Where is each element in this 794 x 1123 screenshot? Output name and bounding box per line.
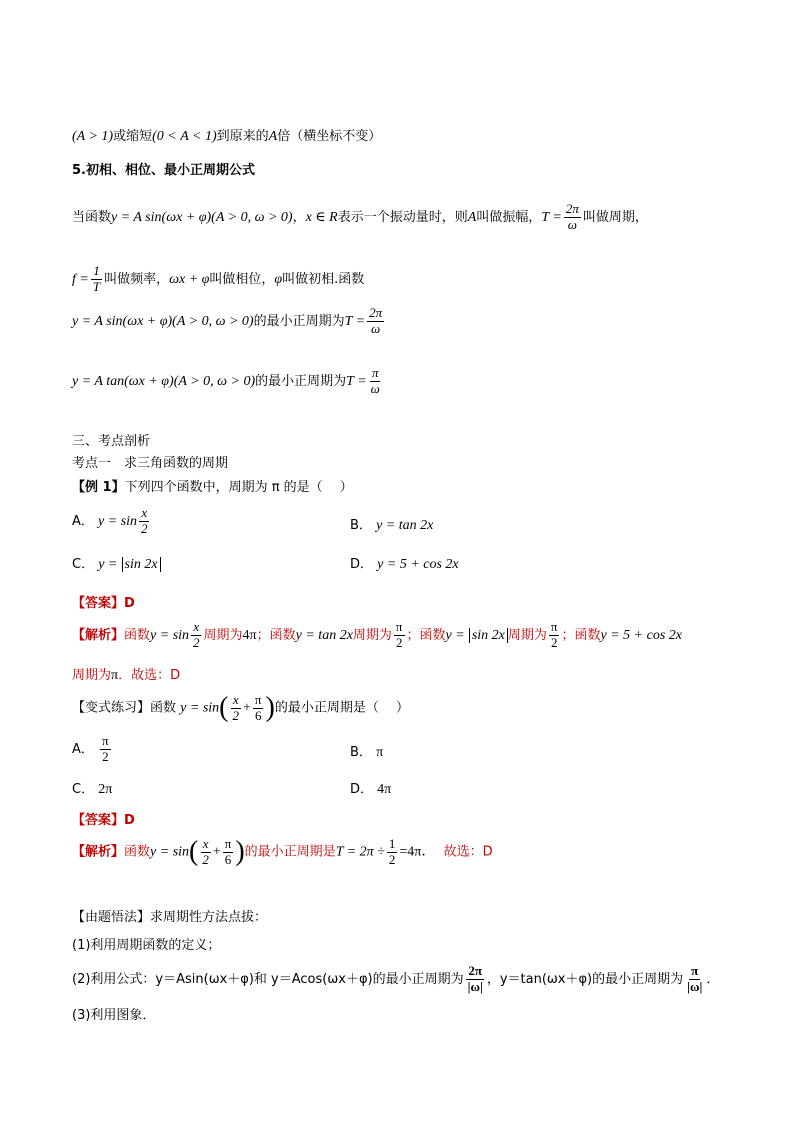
- option-label: D．: [350, 557, 374, 572]
- math: y = sin: [180, 700, 220, 716]
- math-x-in-r: x ∈ R: [305, 209, 338, 225]
- math: y =: [445, 627, 465, 643]
- method-text: 求周期性方法点拔：: [150, 910, 268, 925]
- math-y-tan-2x: y = tan 2x: [376, 518, 434, 533]
- denominator: T: [92, 278, 101, 294]
- option-b: [350, 514, 433, 534]
- text: 叫做相位，: [209, 271, 275, 287]
- fraction: [200, 837, 211, 868]
- analysis-tag: 【解析】: [72, 844, 125, 860]
- question-text: 下列四个函数中，周期为 π 的是（ ）: [124, 480, 353, 495]
- fraction-2pi-over-omega: [564, 202, 581, 233]
- section-3-heading: 三、考点剖析: [72, 434, 151, 449]
- text: 到原来的: [216, 129, 269, 144]
- denominator: 2: [141, 520, 148, 536]
- plus: +: [212, 844, 221, 860]
- math: y = 5 + cos 2x: [600, 627, 682, 643]
- math: =4π．: [399, 844, 436, 860]
- numerator: 2π: [369, 305, 383, 320]
- method-1: (1)利用周期函数的定义；: [72, 938, 221, 953]
- fraction: [100, 734, 111, 765]
- math-a: A: [467, 209, 477, 225]
- fraction-pi-over-abs-omega: [685, 964, 704, 995]
- option-label: C．: [72, 557, 95, 572]
- option-label: A．: [72, 741, 94, 757]
- text: 叫做振幅，: [476, 209, 542, 225]
- math-abs-sin-2x: sin 2x: [122, 557, 161, 572]
- numerator: π: [224, 835, 232, 851]
- example-1-question: [72, 476, 353, 495]
- fraction: [387, 837, 398, 868]
- option-label: C．: [72, 782, 95, 797]
- math-phi: φ: [274, 271, 283, 287]
- text: ，: [292, 209, 306, 225]
- math: y = tan 2x: [295, 627, 353, 643]
- math-t-eq: T =: [344, 313, 366, 329]
- text: 函数: [124, 844, 151, 860]
- variant-option-b: [350, 741, 383, 761]
- text: 叫做初相.函数: [282, 271, 365, 287]
- math-sine-function: y = A sin(ωx + φ)(A > 0, ω > 0): [72, 313, 254, 329]
- math-t-eq: T =: [346, 373, 367, 389]
- fraction: [223, 837, 234, 868]
- paren-close: ): [265, 692, 275, 723]
- text: 的最小正周期为: [255, 373, 347, 389]
- para-frequency-phase: [72, 264, 364, 295]
- denominator: 2: [388, 851, 396, 867]
- answer-value: D: [124, 596, 135, 611]
- option-c: [72, 553, 161, 573]
- option-label: B．: [350, 745, 372, 760]
- text: 周期为: [352, 627, 392, 643]
- fraction: [253, 693, 264, 724]
- option-a: [72, 506, 152, 537]
- fraction-pi-over-omega: [369, 366, 382, 397]
- fraction-2pi-over-omega: [367, 306, 384, 337]
- answer-tag: 【答案】: [72, 813, 125, 828]
- text: ．: [706, 971, 720, 987]
- variant-option-c: [72, 778, 112, 798]
- math-tan-function: y = A tan(ωx + φ)(A > 0, ω > 0): [72, 373, 256, 389]
- math-f-eq: f =: [72, 271, 89, 287]
- math: y = sin: [150, 844, 190, 860]
- math: T = 2π ÷: [335, 844, 385, 860]
- math-y-eq: y =: [98, 557, 118, 572]
- text: ；函数: [256, 627, 296, 643]
- numerator: π: [102, 733, 109, 748]
- numerator: x: [202, 835, 209, 851]
- numerator: π: [691, 963, 699, 978]
- text: ．故选：D: [118, 668, 181, 683]
- math-y-sin: y = sin: [98, 513, 138, 529]
- method-tag: 【由题悟法】: [72, 910, 151, 925]
- text: 倍（横坐标不变）: [277, 129, 382, 144]
- analysis-2: [72, 836, 493, 868]
- denominator: 2: [102, 748, 109, 764]
- numerator: π: [550, 619, 558, 634]
- text: ；函数: [561, 627, 601, 643]
- answer-tag: 【答案】: [72, 596, 125, 611]
- text: (2)利用公式：y＝Asin(ωx＋φ)和 y＝Acos(ωx＋φ)的最小正周期为: [72, 971, 464, 987]
- answer-1: [72, 592, 135, 611]
- text: 故选：D: [443, 844, 493, 860]
- analysis-1: [72, 620, 682, 651]
- text: 函数: [150, 700, 177, 716]
- variant-option-a: [72, 734, 113, 765]
- math: 4π: [377, 782, 392, 797]
- text: 周期为: [203, 627, 243, 643]
- para-tan-period: [72, 366, 384, 397]
- numerator: x: [232, 691, 239, 707]
- text: ；函数: [406, 627, 446, 643]
- numerator: 2π: [468, 963, 483, 978]
- section-5-title: 5.初相、相位、最小正周期公式: [72, 163, 255, 178]
- line-stretch-note: [72, 125, 381, 145]
- math-a-range: (0 < A < 1): [152, 129, 217, 144]
- fraction: [191, 620, 202, 651]
- denominator: |ω|: [687, 978, 703, 994]
- math: π: [111, 668, 119, 683]
- method-2: [72, 964, 719, 995]
- denominator: 2: [395, 634, 403, 650]
- fraction: [549, 620, 560, 651]
- kaodian-1-heading: 考点一 求三角函数的周期: [72, 456, 229, 471]
- math-phase: ωx + φ: [169, 271, 210, 287]
- numerator: 1: [93, 263, 100, 278]
- fraction-1-over-t: [91, 264, 102, 295]
- denominator: 2: [232, 707, 239, 723]
- math: 2π: [98, 782, 113, 797]
- text: 表示一个振动量时，则: [337, 209, 468, 225]
- option-label: D．: [350, 782, 374, 797]
- paren-close: ): [235, 836, 245, 867]
- math-a: A: [268, 129, 278, 144]
- fraction: [394, 620, 405, 651]
- fraction-x-over-2: [139, 506, 150, 537]
- analysis-tag: 【解析】: [72, 627, 125, 643]
- denominator: 2: [202, 851, 209, 867]
- math-t-eq: T =: [541, 209, 562, 225]
- text: ，y＝tan(ωx＋φ)的最小正周期为: [486, 971, 684, 987]
- method-heading: [72, 906, 267, 925]
- math-sine-function: y = A sin(ωx + φ)(A > 0, ω > 0): [111, 209, 293, 225]
- text: 叫做周期，: [582, 209, 648, 225]
- math-a-gt-1: (A > 1): [72, 129, 114, 144]
- text: 当函数: [72, 209, 112, 225]
- fraction: [231, 693, 242, 724]
- denominator: ω: [370, 380, 380, 396]
- denominator: ω: [370, 320, 381, 336]
- numerator: 1: [388, 835, 396, 851]
- denominator: 6: [254, 707, 262, 723]
- numerator: π: [371, 365, 379, 380]
- option-d: [350, 553, 459, 573]
- math-y-5-cos-2x: y = 5 + cos 2x: [377, 557, 459, 572]
- text: 叫做频率，: [104, 271, 170, 287]
- math: 4π: [242, 627, 257, 643]
- para-sin-period: [72, 306, 386, 337]
- text: 函数: [124, 627, 151, 643]
- denominator: 2: [193, 634, 200, 650]
- denominator: ω: [567, 216, 577, 232]
- variant-option-d: [350, 778, 391, 798]
- option-label: A．: [72, 513, 94, 529]
- math: y = sin: [150, 627, 190, 643]
- variant-exercise-question: [72, 692, 409, 724]
- math: π: [376, 745, 384, 760]
- paren-open: (: [189, 836, 199, 867]
- para-amplitude-period: [72, 202, 648, 233]
- option-label: B．: [350, 518, 372, 533]
- analysis-1-line2: [72, 664, 180, 684]
- numerator: x: [141, 505, 148, 520]
- denominator: 2: [550, 634, 558, 650]
- method-3: (3)利用图象．: [72, 1008, 156, 1023]
- math: sin 2x: [469, 628, 508, 643]
- fraction-2pi-over-abs-omega: [466, 964, 485, 995]
- example-tag: 【例 1】: [72, 480, 125, 495]
- paren-open: (: [219, 692, 229, 723]
- answer-value: D: [124, 813, 135, 828]
- text: 的最小正周期是: [244, 844, 336, 860]
- variant-tag: 【变式练习】: [72, 700, 151, 716]
- text: 周期为: [72, 668, 112, 683]
- text: 的最小正周期是（ ）: [274, 700, 409, 716]
- numerator: π: [395, 619, 403, 634]
- numerator: 2π: [565, 201, 579, 216]
- text: 或缩短: [113, 129, 153, 144]
- answer-2: [72, 809, 135, 828]
- denominator: 6: [224, 851, 232, 867]
- plus: +: [243, 700, 251, 716]
- text: 周期为: [507, 627, 547, 643]
- text: 的最小正周期为: [253, 313, 345, 329]
- numerator: π: [254, 691, 262, 707]
- denominator: |ω|: [467, 978, 483, 994]
- numerator: x: [193, 619, 200, 634]
